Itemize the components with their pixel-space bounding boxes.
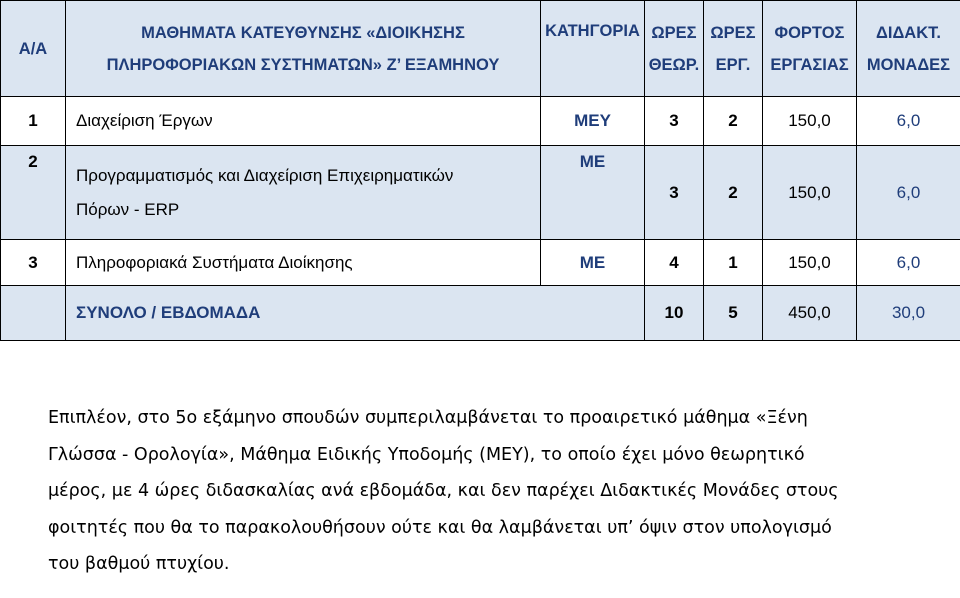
header-workload bbox=[763, 1, 857, 97]
header-workload-line1: ΦΟΡΤΟΣ bbox=[774, 23, 845, 42]
total-row bbox=[1, 286, 960, 341]
header-course-line1: ΜΑΘΗΜΑΤΑ ΚΑΤΕΥΘΥΝΣΗΣ «ΔΙΟΙΚΗΣΗΣ bbox=[141, 23, 465, 42]
theory-hours: 3 bbox=[645, 97, 704, 146]
total-theory-hours: 10 bbox=[645, 286, 704, 341]
header-lab bbox=[704, 1, 763, 97]
lab-hours: 1 bbox=[704, 240, 763, 286]
note-line: Γλώσσα - Ορολογία», Μάθημα Ειδικής Υποδομής (ΜΕΥ), το οποίο έχει μόνο θεωρητικό bbox=[48, 444, 805, 465]
table-row bbox=[1, 146, 960, 240]
total-lab-hours: 5 bbox=[704, 286, 763, 341]
row-number: 1 bbox=[1, 97, 66, 146]
lab-hours: 2 bbox=[704, 146, 763, 240]
header-workload-line2: ΕΡΓΑΣΙΑΣ bbox=[770, 55, 849, 74]
note-line: μέρος, με 4 ώρες διδασκαλίας ανά εβδομάδα, και δεν παρέχει Διδακτικές Μονάδες στους bbox=[48, 481, 839, 501]
ects-value: 6,0 bbox=[857, 97, 960, 146]
theory-hours: 3 bbox=[645, 146, 704, 240]
header-aa: Α/Α bbox=[1, 1, 66, 97]
header-theory bbox=[645, 1, 704, 97]
total-ects: 30,0 bbox=[857, 286, 960, 341]
course-title-line1: Προγραμματισμός και Διαχείριση Επιχειρηματικών bbox=[76, 165, 454, 185]
course-title-line2: Πόρων - ERP bbox=[76, 199, 180, 219]
course-category: ΜΕ bbox=[541, 146, 645, 240]
table-row bbox=[1, 97, 960, 146]
header-theory-line2: ΘΕΩΡ. bbox=[648, 55, 700, 74]
total-workload: 450,0 bbox=[763, 286, 857, 341]
theory-hours: 4 bbox=[645, 240, 704, 286]
course-category: ΜΕΥ bbox=[541, 97, 645, 146]
total-label: ΣΥΝΟΛΟ / ΕΒΔΟΜΑΔΑ bbox=[66, 286, 645, 341]
header-category-text: ΚΑΤΗΓΟΡΙΑ bbox=[545, 22, 640, 40]
header-course bbox=[66, 1, 541, 97]
header-ects-line1: ΔΙΔΑΚΤ. bbox=[876, 23, 941, 42]
note-paragraph bbox=[48, 400, 908, 583]
ects-value: 6,0 bbox=[857, 146, 960, 240]
lab-hours: 2 bbox=[704, 97, 763, 146]
course-title: Πληροφοριακά Συστήματα Διοίκησης bbox=[66, 240, 541, 286]
course-category: ΜΕ bbox=[541, 240, 645, 286]
header-category bbox=[541, 1, 645, 97]
header-ects bbox=[857, 1, 960, 97]
header-lab-line1: ΩΡΕΣ bbox=[710, 23, 756, 42]
note-line: Επιπλέον, στο 5ο εξάμηνο σπουδών συμπεριλαμβάνεται το προαιρετικό μάθημα «Ξένη bbox=[48, 408, 808, 428]
row-number: 3 bbox=[1, 240, 66, 286]
header-course-line2: ΠΛΗΡΟΦΟΡΙΑΚΩΝ ΣΥΣΤΗΜΑΤΩΝ» Ζ’ ΕΞΑΜΗΝΟΥ bbox=[106, 55, 500, 74]
total-empty-cell bbox=[1, 286, 66, 341]
header-theory-line1: ΩΡΕΣ bbox=[651, 23, 697, 42]
workload-value: 150,0 bbox=[763, 146, 857, 240]
course-title bbox=[66, 146, 541, 240]
note-line: του βαθμού πτυχίου. bbox=[48, 554, 230, 574]
course-title: Διαχείριση Έργων bbox=[66, 97, 541, 146]
workload-value: 150,0 bbox=[763, 97, 857, 146]
ects-value: 6,0 bbox=[857, 240, 960, 286]
header-ects-line2: ΜΟΝΑΔΕΣ bbox=[866, 55, 951, 74]
row-number: 2 bbox=[1, 146, 66, 240]
header-lab-line2: ΕΡΓ. bbox=[715, 55, 751, 74]
table-row bbox=[1, 240, 960, 286]
note-line: φοιτητές που θα το παρακολουθήσουν ούτε και θα λαμβάνεται υπ’ όψιν στον υπολογισμό bbox=[48, 517, 832, 538]
table-header-row bbox=[1, 1, 960, 97]
workload-value: 150,0 bbox=[763, 240, 857, 286]
